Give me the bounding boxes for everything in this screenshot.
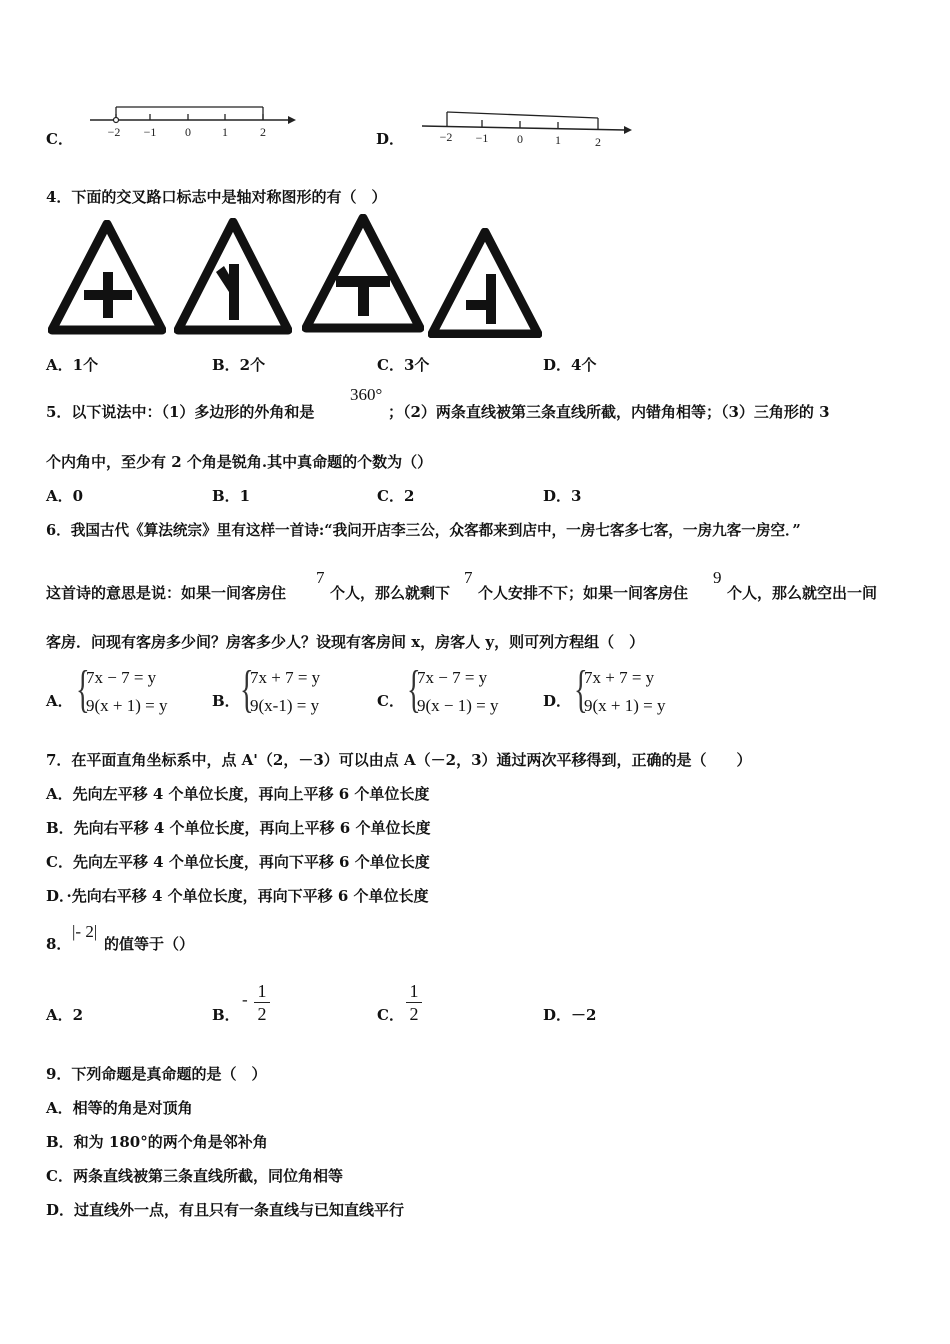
q3c-tick-label: −2	[107, 125, 121, 139]
q6-option-b-system[interactable]	[250, 664, 320, 720]
q8-stem: 的值等于（）	[104, 935, 195, 953]
q9-stem: 9．下列命题是真命题的是（ ）	[46, 1065, 267, 1083]
q9-option-a[interactable]: A．相等的角是对顶角	[46, 1099, 193, 1117]
q6-option-a-brace: {	[76, 661, 90, 718]
q6-stem-line2-a: 这首诗的意思是说：如果一间客房住	[46, 584, 287, 602]
q5-degree-value: 360°	[350, 385, 383, 404]
q4-option-a[interactable]: A．1个	[46, 356, 99, 374]
q7-option-d[interactable]: D．·先向右平移 4 个单位长度，再向下平移 6 个单位长度	[46, 887, 429, 905]
q3-option-c-number-line	[88, 100, 298, 144]
q3-option-d-number-line	[420, 104, 635, 150]
fraction-denominator: 2	[409, 1004, 419, 1024]
q6-option-b-eq1: 7x + 7 = y	[250, 668, 321, 687]
q6-option-c-eq1: 7x − 7 = y	[417, 668, 488, 687]
q6-option-d-brace: {	[574, 661, 588, 718]
q6-option-c-eq2: 9(x − 1) = y	[417, 696, 499, 715]
q6-stem-line3: 客房．问现有客房多少间？房客多少人？设现有客房间 x，房客人 y，则可列方程组（ ）	[46, 633, 645, 651]
q9-option-c[interactable]: C．两条直线被第三条直线所截，同位角相等	[46, 1167, 343, 1185]
q5-stem-part2: ；（2）两条直线被第三条直线所截，内错角相等；（3）三角形的 3	[388, 403, 830, 421]
q7-stem: 7．在平面直角坐标系中，点 A'（2，－3）可以由点 A（－2，3）通过两次平移得到，正确的是（ ）	[46, 751, 752, 769]
q3-option-d-label: D．	[376, 130, 405, 148]
q5-stem-part1: 5．以下说法中：（1）多边形的外角和是	[46, 403, 315, 421]
fraction-numerator: 1	[257, 981, 267, 1001]
traffic-sign-crossroad-icon	[48, 220, 166, 336]
q7-option-a[interactable]: A．先向左平移 4 个单位长度，再向上平移 6 个单位长度	[46, 785, 430, 803]
q6-option-b-eq2: 9(x-1) = y	[250, 696, 320, 715]
q3d-tick-label: −1	[475, 131, 489, 145]
q3d-tick-label: 2	[595, 135, 601, 149]
q5-stem-line2: 个内角中，至少有 2 个角是锐角.其中真命题的个数为（）	[46, 453, 433, 471]
q6-option-a-eq1: 7x − 7 = y	[86, 668, 157, 687]
q8-absolute-value: |- 2|	[72, 922, 98, 941]
q5-option-c[interactable]: C．2	[377, 487, 415, 505]
q6-option-b-brace: {	[240, 661, 254, 718]
q5-option-a[interactable]: A．0	[46, 487, 84, 505]
q4-option-d[interactable]: D．4个	[543, 356, 597, 374]
q8-option-c-label[interactable]: C．	[377, 1006, 404, 1024]
q6-option-b-label[interactable]: B．	[212, 692, 240, 710]
q8-option-a[interactable]: A．2	[46, 1006, 84, 1024]
q9-option-d[interactable]: D．过直线外一点，有且只有一条直线与已知直线平行	[46, 1201, 405, 1219]
q8-option-b-fraction[interactable]	[254, 980, 270, 1025]
q6-option-a-system[interactable]	[86, 664, 168, 720]
q8-number: 8．	[46, 935, 72, 953]
fraction-numerator: 1	[409, 981, 419, 1001]
traffic-sign-side-road-icon	[428, 228, 542, 338]
q8-option-b-label[interactable]: B．	[212, 1006, 240, 1024]
q6-stem-line2-b: 个人，那么就剩下	[330, 584, 451, 602]
q6-number-7b: 7	[464, 568, 473, 587]
q3d-tick-label: 1	[555, 133, 561, 147]
q4-option-c[interactable]: C．3个	[377, 356, 430, 374]
q6-option-a-label[interactable]: A．	[46, 692, 73, 710]
q3-option-c-label: C．	[46, 130, 73, 148]
q8-option-b-sign: -	[242, 990, 248, 1009]
traffic-sign-t-junction-icon	[302, 214, 424, 334]
q6-option-c-brace: {	[407, 661, 421, 718]
q4-stem: 4．下面的交叉路口标志中是轴对称图形的有（ ）	[46, 188, 387, 206]
q6-option-a-eq2: 9(x + 1) = y	[86, 696, 168, 715]
q6-option-d-label[interactable]: D．	[543, 692, 572, 710]
q3c-tick-label: 1	[222, 125, 228, 139]
fraction-denominator: 2	[257, 1004, 267, 1024]
q6-stem-line2-d: 个人，那么就空出一间	[727, 584, 878, 602]
q6-stem-line1: 6．我国古代《算法统宗》里有这样一首诗:“我问开店李三公，众客都来到店中，一房七客多七客，一房九客一房空．”	[46, 522, 801, 539]
q8-option-c-fraction[interactable]	[406, 980, 422, 1025]
q5-option-d[interactable]: D．3	[543, 487, 582, 505]
q9-option-b[interactable]: B．和为 180°的两个角是邻补角	[46, 1133, 268, 1151]
q7-option-b[interactable]: B．先向右平移 4 个单位长度，再向上平移 6 个单位长度	[46, 819, 431, 837]
q3c-tick-label: −1	[143, 125, 157, 139]
q8-option-d[interactable]: D．－2	[543, 1006, 597, 1024]
q3d-tick-label: −2	[439, 130, 453, 144]
q5-option-b[interactable]: B．1	[212, 487, 251, 505]
q3d-tick-label: 0	[517, 132, 523, 146]
q6-option-c-label[interactable]: C．	[377, 692, 404, 710]
traffic-sign-y-junction-icon	[174, 218, 292, 336]
q6-option-c-system[interactable]	[417, 664, 499, 720]
q6-option-d-system[interactable]	[584, 664, 666, 720]
q7-option-c[interactable]: C．先向左平移 4 个单位长度，再向下平移 6 个单位长度	[46, 853, 430, 871]
q4-option-b[interactable]: B．2个	[212, 356, 266, 374]
q6-number-9: 9	[713, 568, 722, 587]
q3c-tick-label: 0	[185, 125, 191, 139]
q6-option-d-eq2: 9(x + 1) = y	[584, 696, 666, 715]
q3c-tick-label: 2	[260, 125, 266, 139]
q6-number-7a: 7	[316, 568, 325, 587]
q6-stem-line2-c: 个人安排不下；如果一间客房住	[478, 584, 689, 602]
q6-option-d-eq1: 7x + 7 = y	[584, 668, 655, 687]
